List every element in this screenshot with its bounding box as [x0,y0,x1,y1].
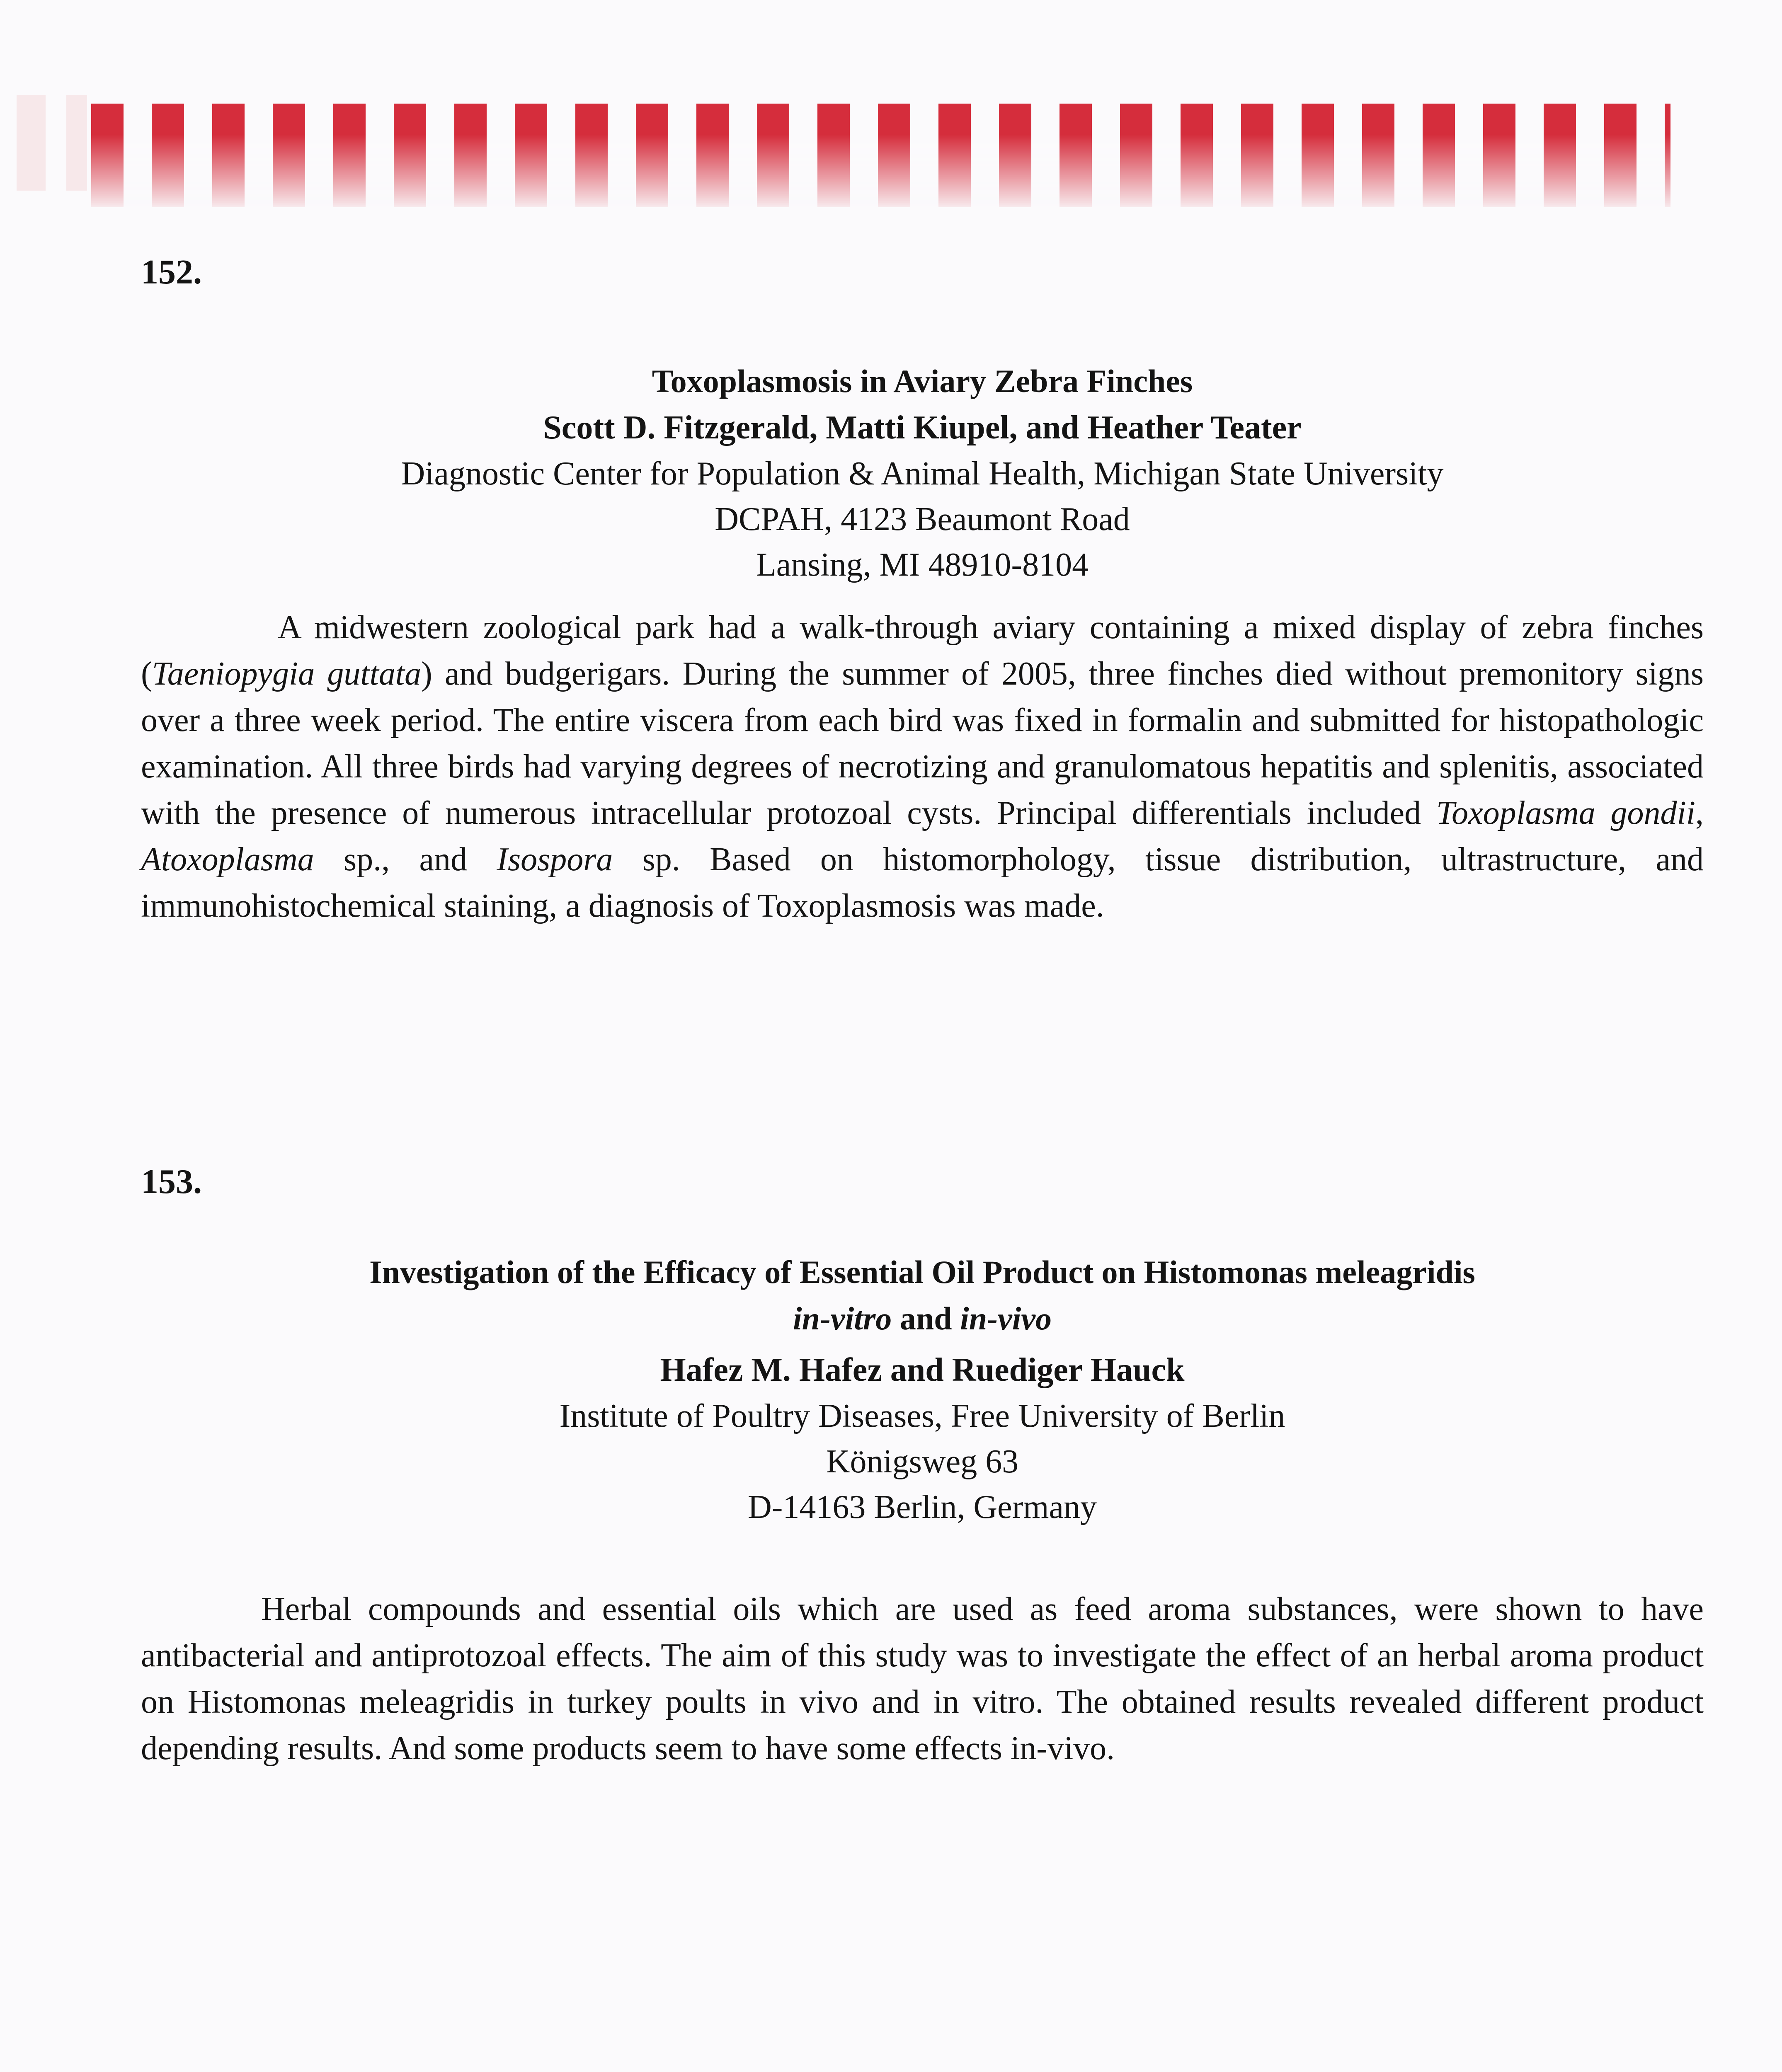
abstract-number: 153. [141,1162,202,1201]
affiliation-line: Diagnostic Center for Population & Animal Health, Michigan State University [401,455,1444,492]
header-stripe-bar [91,104,1670,207]
affiliation-line: DCPAH, 4123 Beaumont Road [715,501,1130,537]
abstract-title-line2: in-vitro and in-vivo [793,1300,1052,1336]
abstract-152 [141,255,1704,929]
abstract-153 [141,1164,1704,1772]
abstract-body: Herbal compounds and essential oils which are used as feed aroma substances, were shown to have antibacterial and antiprotozoal effects. The aim of this study was to investigate the effect of an herbal aroma product on Histomonas meleagridis in turkey poults in vivo and in vitro. The obtained results revealed different product depending results. And some products seem to have some effects in-vivo. [141,1591,1704,1767]
affiliation-line: Königsweg 63 [826,1443,1019,1480]
abstract-number: 152. [141,253,202,291]
abstract-body: A midwestern zoological park had a walk-through aviary containing a mixed display of zebra finches (Taeniopygia guttata) and budgerigars. During the summer of 2005, three finches died without premonitory signs over a three week period. The entire viscera from each bird was fixed in formalin and submitted for histopathologic examination. All three birds had varying degrees of necrotizing and granulomatous hepatitis and splenitis, associated with the presence of numerous intracellular protozoal cysts. Principal differentials included Toxoplasma gondii, Atoxoplasma sp., and Isospora sp. Based on histomorphology, tissue distribution, ultrastructure, and immunohistochemical staining, a diagnosis of Toxoplasmosis was made. [141,609,1704,924]
affiliation-line: Institute of Poultry Diseases, Free University of Berlin [559,1398,1285,1434]
abstract-title: Investigation of the Efficacy of Essential Oil Product on Histomonas meleagridis [369,1254,1475,1290]
affiliation-line: D-14163 Berlin, Germany [747,1489,1097,1525]
header-stripe-ghost [17,95,87,191]
abstract-authors: Scott D. Fitzgerald, Matti Kiupel, and Heather Teater [543,409,1302,446]
abstract-authors: Hafez M. Hafez and Ruediger Hauck [660,1352,1185,1388]
affiliation-line: Lansing, MI 48910-8104 [756,547,1089,583]
abstract-title: Toxoplasmosis in Aviary Zebra Finches [652,363,1193,399]
